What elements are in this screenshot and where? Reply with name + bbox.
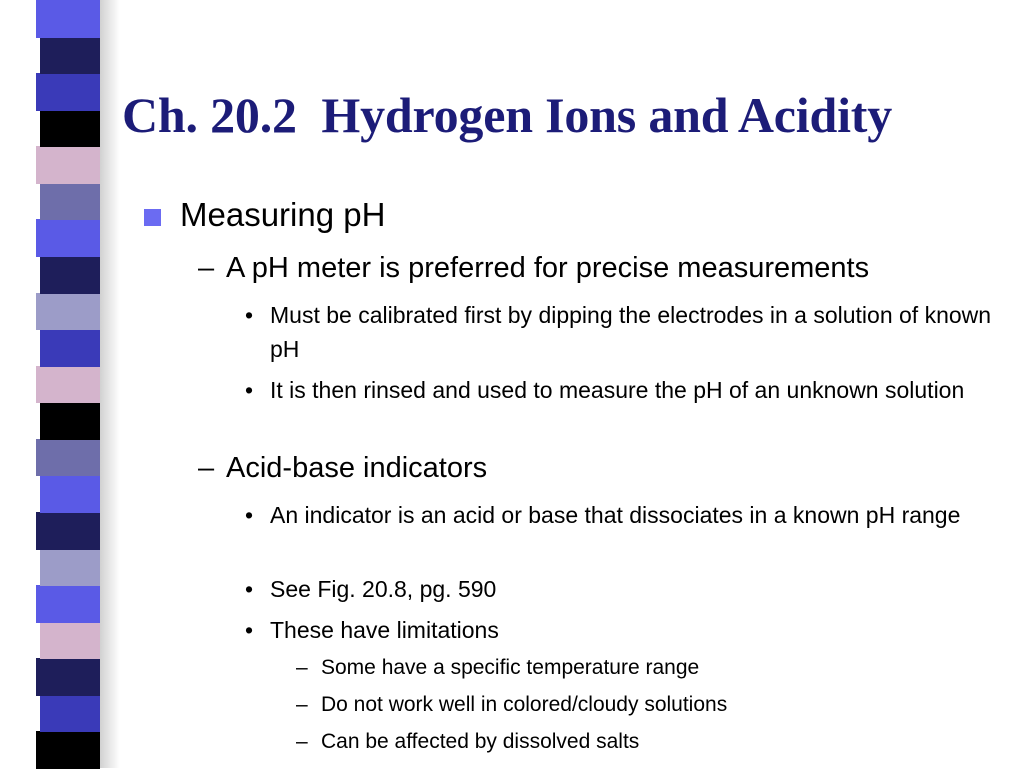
stripe-band — [40, 475, 100, 513]
stripe-band — [40, 37, 100, 75]
dot-icon: • — [245, 302, 254, 328]
dash-icon: – — [198, 452, 215, 484]
bullet-level3-text: It is then rinsed and used to measure the pH of an unknown solution — [270, 377, 965, 403]
bullet-level4 — [296, 730, 639, 754]
stripe-band — [36, 219, 100, 257]
bullet-level3-text: These have limitations — [270, 617, 499, 643]
dot-icon: • — [245, 576, 254, 602]
stripe-band — [36, 366, 100, 404]
stripe-band — [36, 293, 100, 331]
dot-icon: • — [245, 617, 254, 643]
bullet-level3 — [245, 613, 1005, 647]
stripe-band — [36, 585, 100, 623]
stripe-band — [36, 0, 100, 38]
bullet-level2-text: Acid-base indicators — [226, 452, 488, 484]
stripe-band — [36, 146, 100, 184]
bullet-level3 — [245, 498, 1005, 532]
slide-title: Ch. 20.2 Hydrogen Ions and Acidity — [122, 87, 893, 143]
dot-icon: • — [245, 377, 254, 403]
bullet-level2 — [180, 452, 487, 485]
stripe-band — [36, 731, 100, 769]
stripe-band — [36, 658, 100, 696]
bullet-level2-text: A pH meter is preferred for precise measurements — [226, 252, 870, 284]
bullet-level4 — [296, 656, 699, 680]
stripe-band — [40, 402, 100, 440]
stripe-band — [36, 73, 100, 111]
stripe-band — [40, 622, 100, 660]
bullet-level3-text: Must be calibrated first by dipping the electrodes in a solution of known pH — [270, 302, 992, 362]
dash-icon: – — [198, 252, 215, 284]
bullet-level1: Measuring pH — [180, 196, 386, 233]
stripe-band — [40, 329, 100, 367]
bullet-level4-text: Do not work well in colored/cloudy solutions — [321, 693, 728, 716]
stripe-band — [40, 695, 100, 733]
decorative-side-stripe — [0, 0, 120, 768]
stripe-band — [40, 183, 100, 221]
dot-icon: • — [245, 502, 254, 528]
bullet-level4-text: Some have a specific temperature range — [321, 656, 700, 679]
bullet-level3 — [245, 373, 1005, 407]
dash-icon: – — [296, 693, 308, 716]
bullet-level4 — [296, 693, 727, 717]
bullet-level2 — [180, 252, 869, 285]
stripe-band — [36, 512, 100, 550]
stripe-band — [40, 549, 100, 587]
dash-icon: – — [296, 656, 308, 679]
stripe-band — [40, 256, 100, 294]
bullet-level3 — [245, 572, 1005, 606]
bullet-level3-text: An indicator is an acid or base that dissociates in a known pH range — [270, 502, 961, 528]
square-bullet-icon — [144, 209, 161, 226]
dash-icon: – — [296, 730, 308, 753]
bullet-level4-text: Can be affected by dissolved salts — [321, 730, 640, 753]
stripe-band — [40, 110, 100, 148]
bullet-level3 — [245, 298, 1005, 366]
stripe-shadow — [100, 0, 120, 768]
stripe-band — [36, 439, 100, 477]
bullet-level3-text: See Fig. 20.8, pg. 590 — [270, 576, 497, 602]
